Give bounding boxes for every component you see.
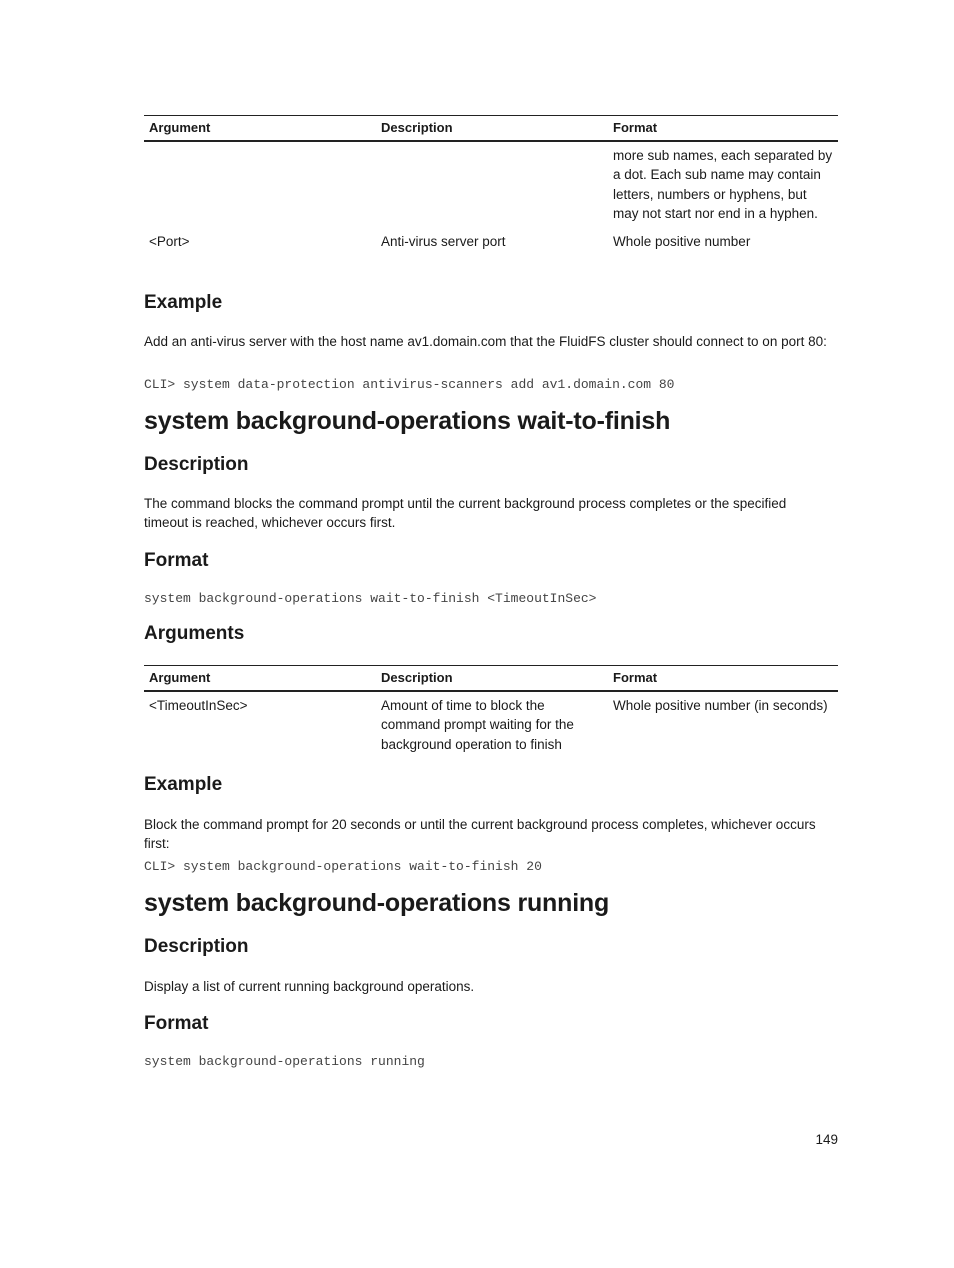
example-heading: Example [144, 292, 223, 313]
page-number: 149 [815, 1132, 838, 1147]
arguments-table [144, 665, 838, 754]
table-cell: <TimeoutInSec> [149, 698, 248, 713]
arguments-heading: Arguments [144, 623, 245, 644]
example-code: CLI> system data-protection antivirus-scanners add av1.domain.com 80 [144, 377, 675, 392]
description-heading: Description [144, 936, 249, 957]
table-cell: Whole positive number [613, 234, 751, 250]
table-cell: Whole positive number (in seconds) [613, 698, 828, 713]
table-cell [144, 141, 376, 223]
table-cell [376, 141, 608, 223]
example-heading: Example [144, 774, 223, 795]
format-heading: Format [144, 1013, 209, 1034]
example-code: CLI> system background-operations wait-to-finish 20 [144, 859, 542, 874]
column-header-format: Format [608, 666, 838, 692]
column-header-format: Format [608, 116, 838, 142]
section-title: system background-operations running [144, 889, 610, 917]
column-header-argument: Argument [144, 116, 376, 142]
table-cell: Amount of time to block the command prompt waiting for the background operation to finish [381, 698, 574, 752]
table-row [144, 691, 838, 754]
description-text: Display a list of current running background operations. [144, 979, 475, 994]
column-header-argument: Argument [144, 666, 376, 692]
example-text: Add an anti-virus server with the host name av1.domain.com that the FluidFS cluster should connect to on port 80: [144, 334, 827, 349]
column-header-description: Description [376, 666, 608, 692]
table-cell: <Port> [149, 234, 190, 250]
section-title: system background-operations wait-to-finish [144, 407, 671, 435]
description-heading: Description [144, 454, 249, 475]
description-text: The command blocks the command prompt until the current background process completes or the specified timeout is reached, whichever occurs first. [144, 496, 787, 531]
arguments-table-continued [144, 115, 838, 251]
format-code: system background-operations wait-to-finish <TimeoutInSec> [144, 591, 597, 606]
table-row [144, 223, 838, 251]
column-header-description: Description [376, 116, 608, 142]
format-code: system background-operations running [144, 1054, 425, 1069]
format-heading: Format [144, 550, 209, 571]
table-cell: Anti-virus server port [381, 234, 506, 250]
example-text: Block the command prompt for 20 seconds or until the current background process completes, whichever occurs first: [144, 817, 816, 852]
table-cell: more sub names, each separated by a dot. Each sub name may contain letters, numbers or hyphens, but may not start nor end in a hyphen. [613, 148, 833, 221]
table-row [144, 141, 838, 223]
